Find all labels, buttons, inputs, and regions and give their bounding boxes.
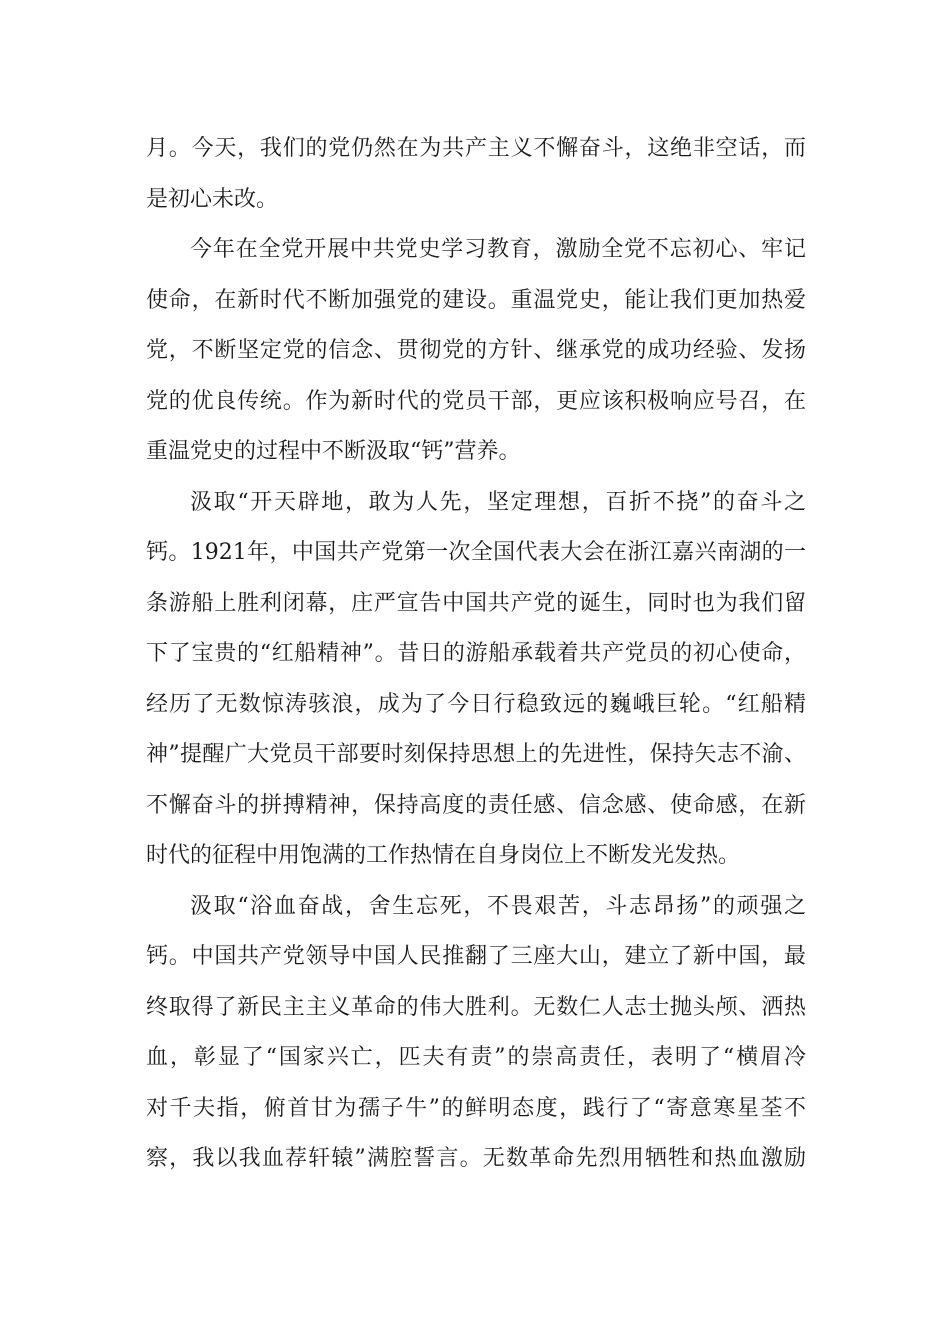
text-line: 重温党史的过程中不断汲取“钙”营养。 <box>146 439 521 464</box>
text-line: 对千夫指，俯首甘为孺子牛”的鲜明态度，践行了“寄意寒星荃不 <box>146 1095 806 1121</box>
text-line: 下了宝贵的“红船精神”。昔日的游船承载着共产党员的初心使命， <box>146 641 806 666</box>
text-line: 终取得了新民主主义革命的伟大胜利。无数仁人志士抛头颅、洒热 <box>146 994 806 1020</box>
text-line: 察，我以我血荐轩辕”满腔誓言。无数革命先烈用牺牲和热血激励 <box>146 1146 806 1171</box>
text-line: 今年在全党开展中共党史学习教育，激励全党不忘初心、牢记 <box>190 237 806 262</box>
text-line: 神”提醒广大党员干部要时刻保持思想上的先进性，保持矢志不渝、 <box>146 742 806 767</box>
text-line: 血，彰显了“国家兴亡，匹夫有责”的崇高责任，表明了“横眉冷 <box>146 1045 806 1070</box>
text-line: 月。今天，我们的党仍然在为共产主义不懈奋斗，这绝非空话，而 <box>146 136 806 161</box>
text-line: 汲取“浴血奋战，舍生忘死，不畏艰苦，斗志昂扬”的顽强之 <box>190 893 806 919</box>
text-line: 使命，在新时代不断加强党的建设。重温党史，能让我们更加热爱 <box>146 287 806 313</box>
text-line: 经历了无数惊涛骇浪，成为了今日行稳致远的巍峨巨轮。“红船精 <box>146 691 806 717</box>
text-line: 时代的征程中用饱满的工作热情在自身岗位上不断发光发热。 <box>146 843 741 868</box>
text-line: 是初心未改。 <box>146 186 279 212</box>
text-line: 汲取“开天辟地，敢为人先，坚定理想，百折不挠”的奋斗之 <box>190 489 806 515</box>
text-line: 钙。中国共产党领导中国人民推翻了三座大山，建立了新中国，最 <box>146 944 806 969</box>
text-line: 条游船上胜利闭幕，庄严宣告中国共产党的诞生，同时也为我们留 <box>146 590 806 616</box>
text-line: 不懈奋斗的拼搏精神，保持高度的责任感、信念感、使命感，在新 <box>146 792 806 818</box>
text-line: 钙。1921年，中国共产党第一次全国代表大会在浙江嘉兴南湖的一 <box>146 540 806 565</box>
text-line: 党的优良传统。作为新时代的党员干部，更应该积极响应号召，在 <box>146 388 806 414</box>
text-line: 党，不断坚定党的信念、贯彻党的方针、继承党的成功经验、发扬 <box>146 338 806 363</box>
